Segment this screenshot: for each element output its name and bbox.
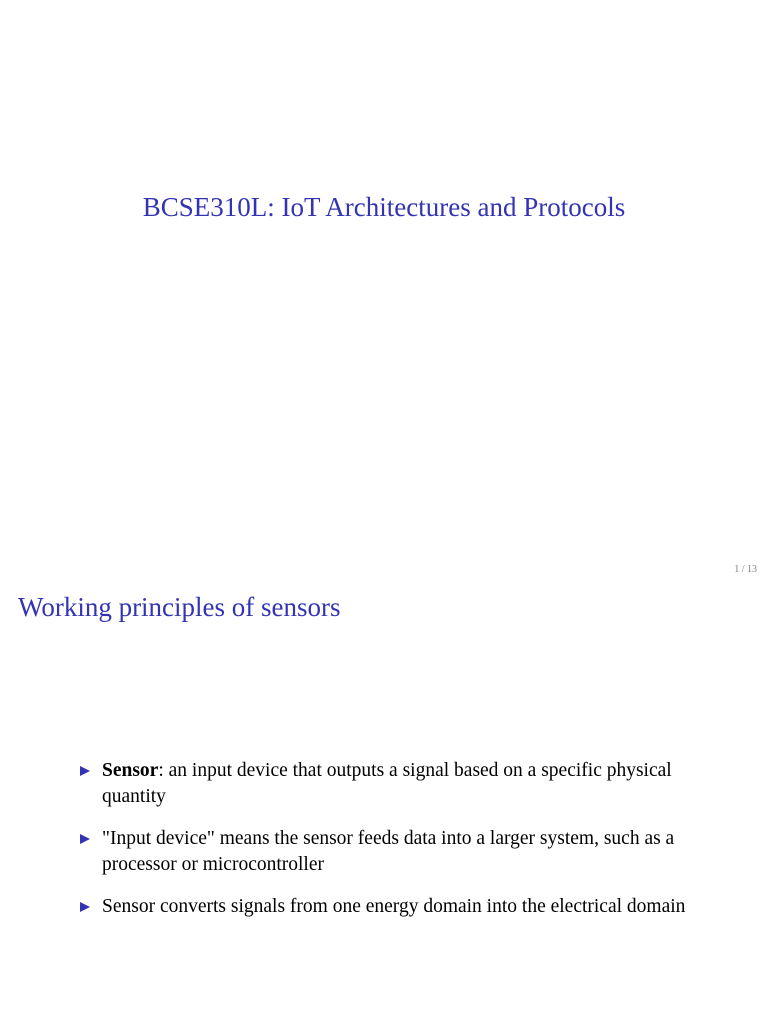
triangle-bullet-icon — [80, 834, 90, 844]
content-slide — [0, 578, 768, 1024]
list-item — [78, 826, 718, 878]
page-number: 1 / 13 — [734, 564, 757, 575]
bullet-term: Sensor — [102, 760, 159, 781]
list-item — [78, 758, 718, 810]
bullet-list — [78, 758, 718, 936]
triangle-bullet-icon — [80, 902, 90, 912]
bullet-text: : an input device that outputs a signal based on a specific physical quantity — [102, 760, 672, 807]
bullet-text: Sensor converts signals from one energy domain into the electrical domain — [102, 896, 686, 917]
slide-title: Working principles of sensors — [18, 592, 341, 622]
list-item — [78, 894, 718, 920]
triangle-bullet-icon — [80, 766, 90, 776]
bullet-text: "Input device" means the sensor feeds data into a larger system, such as a processor or microcontroller — [102, 828, 675, 875]
presentation-title: BCSE310L: IoT Architectures and Protocols — [142, 192, 626, 222]
